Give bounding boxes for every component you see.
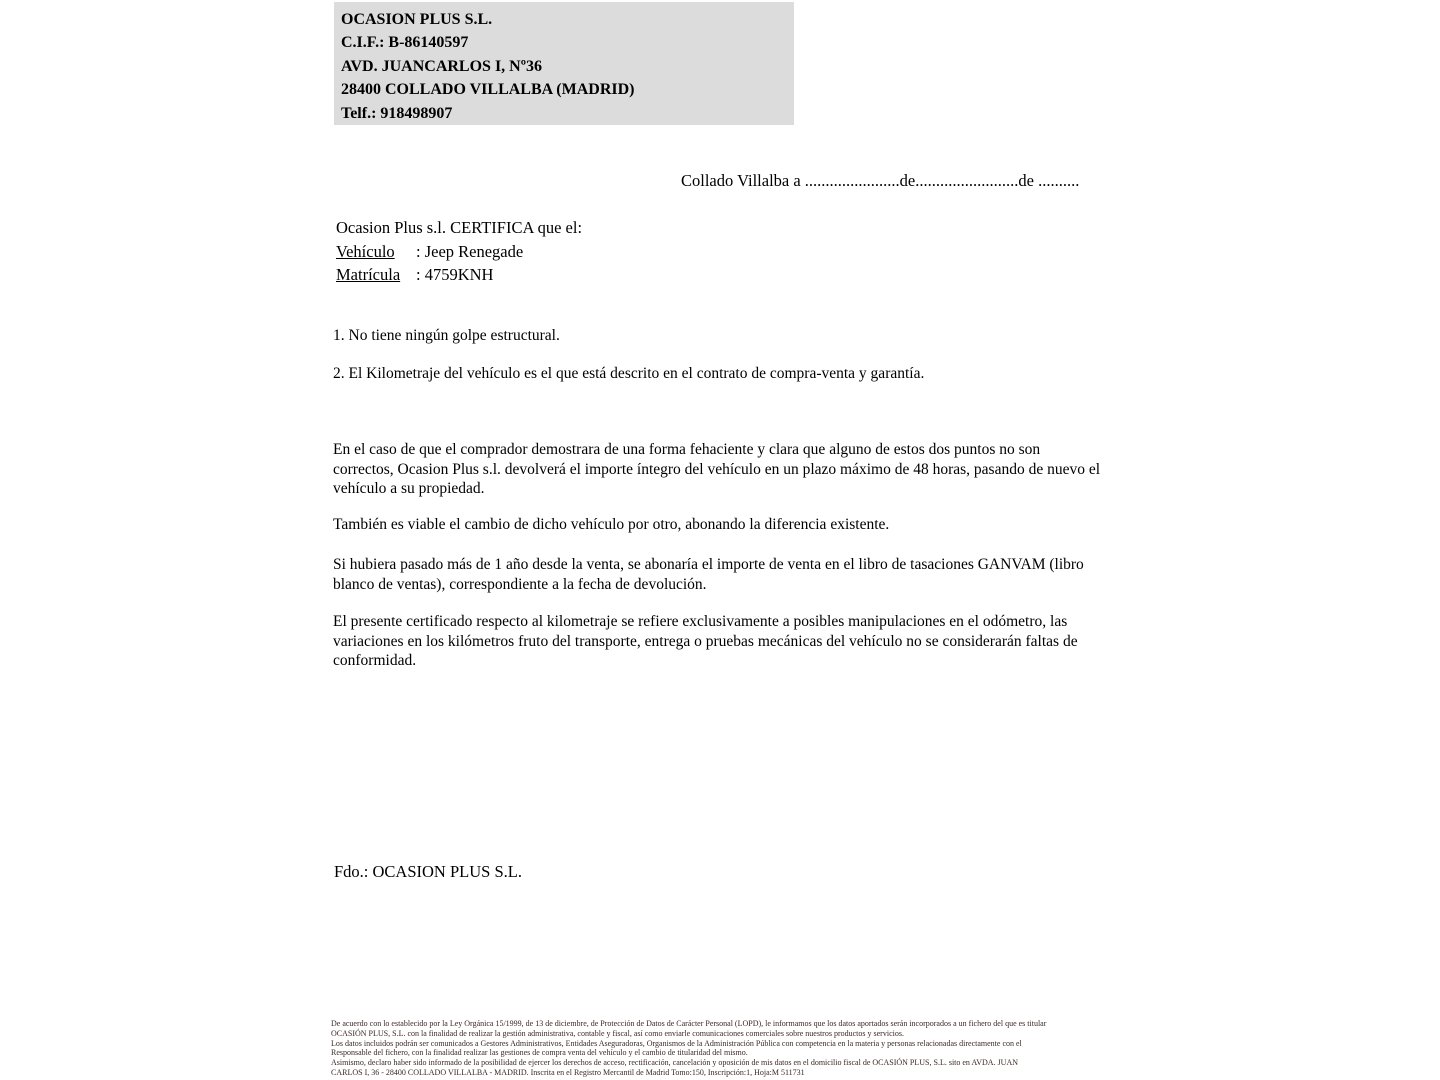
legal-line: CARLOS I, 36 - 28400 COLLADO VILLALBA - MADRID. Inscrita en el Registro Mercantil de Madrid Tomo:150, Inscripción:1, Hoja:M 511731 (331, 1067, 805, 1077)
certified-point-1: 1. No tiene ningún golpe estructural. (333, 327, 560, 344)
legal-line: De acuerdo con lo establecido por la Ley Orgánica 15/1999, de 13 de diciembre, de Protección de Datos de Carácter Personal (LOPD), le informamos que los datos aportados serán incorporados a un fichero del que es titular (331, 1019, 1047, 1028)
company-address: AVD. JUANCARLOS I, Nº36 (341, 57, 543, 75)
legal-fine-print (331, 1019, 1121, 1078)
date-line: Collado Villalba a .......................de.........................de .......... (681, 171, 1080, 190)
legal-line: Responsable del fichero, con la finalidad realizar las gestiones de compra venta del vehículo y el cambio de titularidad del mismo. (331, 1048, 748, 1058)
certified-point-2: 2. El Kilometraje del vehículo es el que está descrito en el contrato de compra-venta y garantía. (333, 365, 925, 382)
legal-line: Los datos incluidos podrán ser comunicados a Gestores Administrativos, Entidades Aseguradoras, Organismos de la Administración Pública con competencia en la materia y personas relacionadas directamente con el (331, 1038, 1022, 1048)
company-name: OCASION PLUS S.L. (341, 11, 493, 28)
field-row-vehiculo (336, 240, 582, 264)
company-cif: C.I.F.: B-86140597 (341, 34, 469, 52)
paragraph-exchange-option: También es viable el cambio de dicho vehículo por otro, abonando la diferencia existente. (333, 516, 890, 533)
field-value-matricula: : 4759KNH (416, 265, 494, 284)
field-value-vehiculo: : Jeep Renegade (416, 241, 524, 261)
field-row-matricula (336, 263, 582, 287)
company-phone: Telf.: 918498907 (341, 104, 453, 122)
company-city: 28400 COLLADO VILLALBA (MADRID) (341, 81, 635, 99)
field-label-vehiculo: Vehículo (336, 241, 395, 261)
signature-line: Fdo.: OCASION PLUS S.L. (334, 862, 522, 881)
legal-line: OCASIÓN PLUS, S.L. con la finalidad de realizar la gestión administrativa, contable y fiscal, así como enviarle comunicaciones comerciales sobre nuestros productos y servicios. (331, 1028, 904, 1038)
paragraph-ganvam-valuation: Si hubiera pasado más de 1 año desde la venta, se abonaría el importe de venta en el libro de tasaciones GANVAM (libro blanco de ventas), correspondiente a la fecha de devolución. (333, 556, 1084, 593)
paragraph-odometer-scope: El presente certificado respecto al kilometraje se refiere exclusivamente a posibles manipulaciones en el odómetro, las variaciones en los kilómetros fruto del transporte, entrega o pruebas mecánicas del vehículo no se considerarán faltas de conformidad. (333, 613, 1078, 670)
certify-block (336, 216, 582, 287)
company-header-box (334, 2, 794, 125)
field-label-matricula: Matrícula (336, 265, 401, 284)
paragraph-refund-policy: En el caso de que el comprador demostrara de una forma fehaciente y clara que alguno de estos dos puntos no son correctos, Ocasion Plus s.l. devolverá el importe íntegro del vehículo en un plazo máximo de 48 horas, pasando de nuevo el vehículo a su propiedad. (333, 441, 1101, 498)
certify-intro: Ocasion Plus s.l. CERTIFICA que el: (336, 218, 583, 237)
legal-line: Asimismo, declaro haber sido informado de la posibilidad de ejercer los derechos de acceso, rectificación, cancelación y oposición de mis datos en el domicilio fiscal de OCASIÓN PLUS, S.L. sito en AVDA. JUAN (331, 1058, 1019, 1068)
